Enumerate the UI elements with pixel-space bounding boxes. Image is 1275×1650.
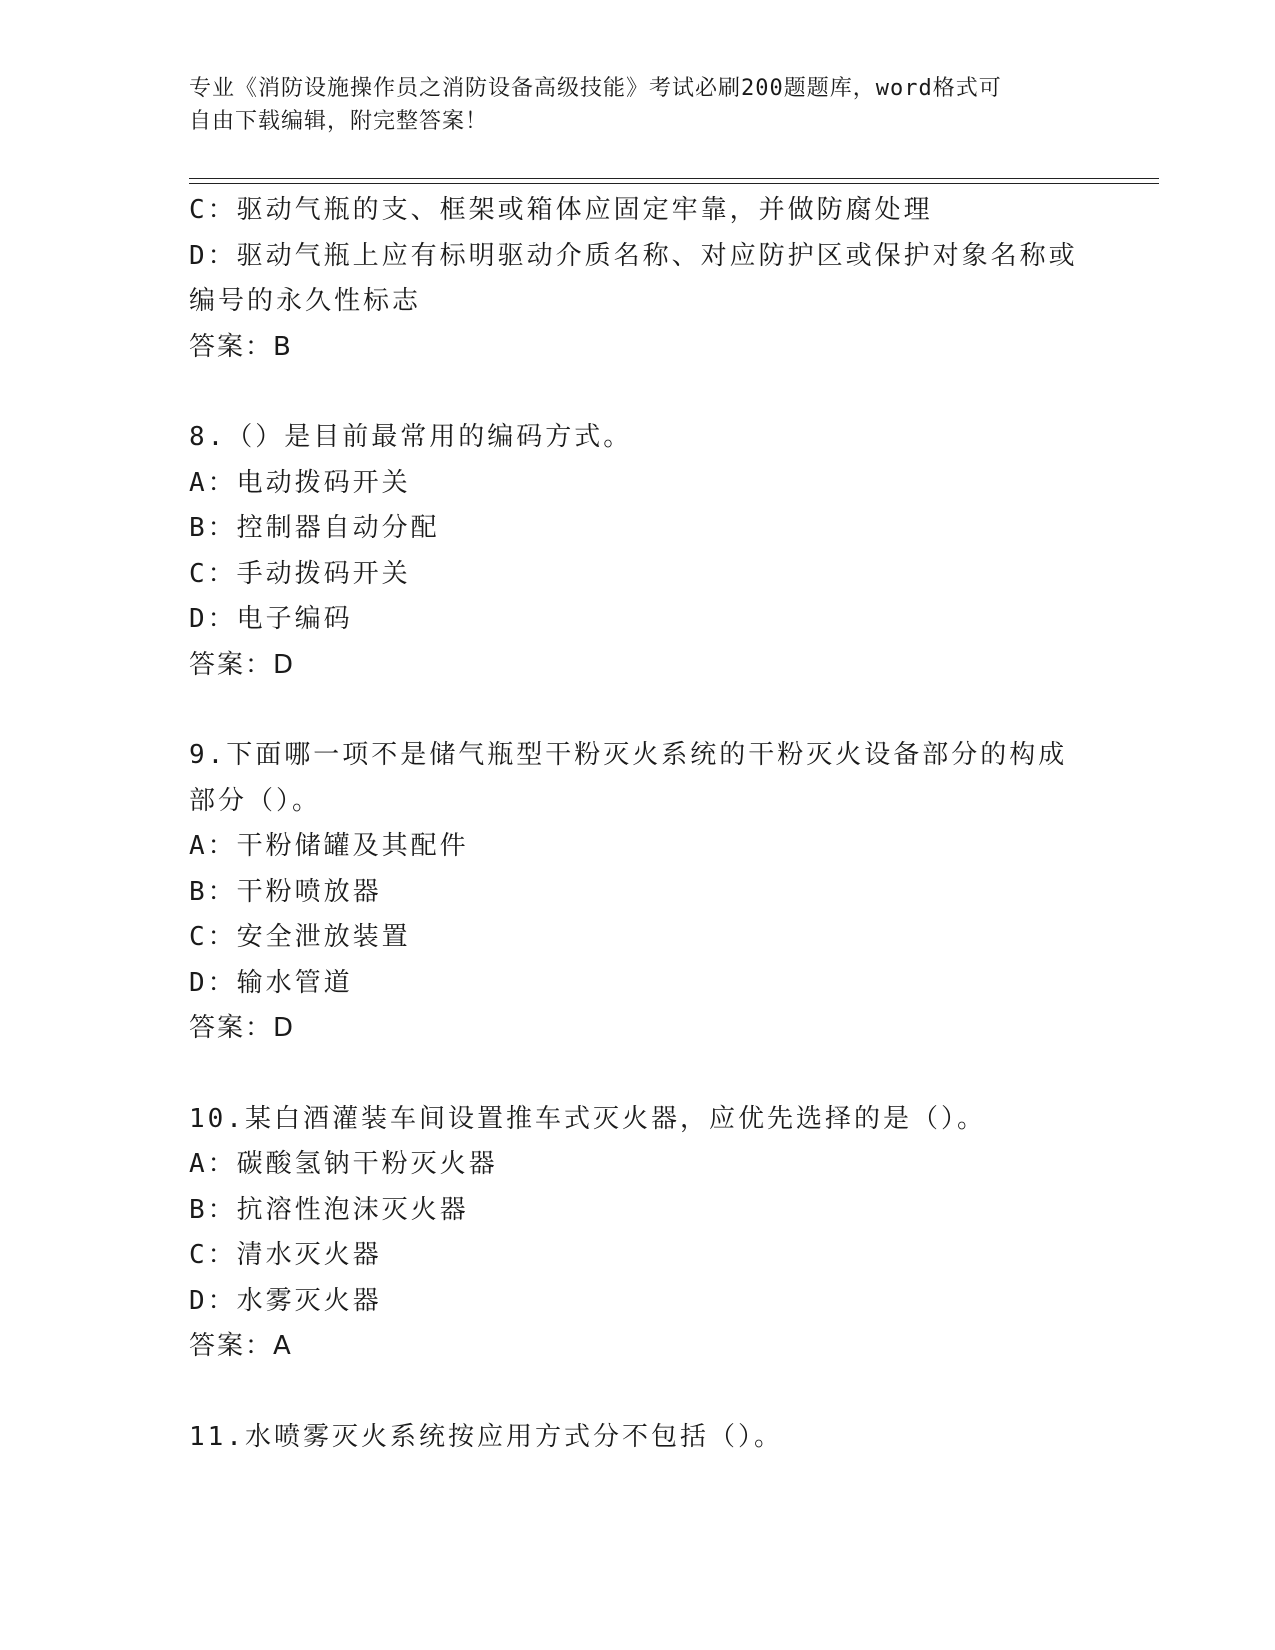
header-title-line-2: 自由下载编辑，附完整答案！ bbox=[189, 109, 489, 134]
question-7-option-d-line-1: D：驱动气瓶上应有标明驱动介质名称、对应防护区或保护对象名称或 bbox=[189, 240, 1078, 271]
question-9-option-a: A：干粉储罐及其配件 bbox=[189, 831, 469, 861]
question-9-option-b: B：干粉喷放器 bbox=[189, 876, 382, 907]
question-9-option-d: D：输水管道 bbox=[189, 967, 353, 998]
question-11-stem: 11.水喷雾灭火系统按应用方式分不包括（）。 bbox=[189, 1421, 783, 1452]
question-7-option-d-line-2: 编号的永久性标志 bbox=[189, 286, 422, 316]
header-title-line-1: 专业《消防设施操作员之消防设备高级技能》考试必刷200题题库，word格式可 bbox=[189, 76, 1002, 101]
question-9-stem-line-2: 部分（）。 bbox=[189, 785, 322, 816]
question-10-stem: 10.某白酒灌装车间设置推车式灭火器，应优先选择的是（）。 bbox=[189, 1103, 986, 1134]
question-8-option-d: D：电子编码 bbox=[189, 604, 353, 634]
question-9-answer: 答案：D bbox=[189, 1013, 296, 1043]
question-9-stem-line-1: 9.下面哪一项不是储气瓶型干粉灭火系统的干粉灭火设备部分的构成 bbox=[189, 740, 1068, 770]
question-8-option-b: B：控制器自动分配 bbox=[189, 513, 440, 543]
question-8-answer: 答案：D bbox=[189, 649, 296, 680]
question-list bbox=[189, 188, 1089, 1460]
question-8-stem: 8.（）是目前最常用的编码方式。 bbox=[189, 422, 633, 452]
question-7-tail bbox=[189, 188, 1089, 370]
header-divider bbox=[189, 178, 1159, 184]
spacer bbox=[189, 1052, 1089, 1097]
document-header bbox=[189, 72, 1089, 138]
question-10-option-a: A：碳酸氢钠干粉灭火器 bbox=[189, 1149, 498, 1179]
question-7-option-c: C：驱动气瓶的支、框架或箱体应固定牢靠，并做防腐处理 bbox=[189, 195, 933, 225]
question-8-option-c: C：手动拨码开关 bbox=[189, 558, 411, 589]
question-11 bbox=[189, 1415, 1089, 1461]
spacer bbox=[189, 688, 1089, 733]
question-10 bbox=[189, 1097, 1089, 1370]
question-7-answer: 答案：B bbox=[189, 331, 293, 362]
question-10-option-d: D：水雾灭火器 bbox=[189, 1285, 382, 1316]
spacer bbox=[189, 370, 1089, 415]
spacer bbox=[189, 1370, 1089, 1415]
question-9-option-c: C：安全泄放装置 bbox=[189, 922, 411, 952]
question-10-option-b: B：抗溶性泡沫灭火器 bbox=[189, 1194, 469, 1225]
question-8 bbox=[189, 415, 1089, 688]
question-10-option-c: C：清水灭火器 bbox=[189, 1240, 382, 1270]
question-9 bbox=[189, 733, 1089, 1052]
question-8-option-a: A：电动拨码开关 bbox=[189, 467, 411, 498]
question-10-answer: 答案：A bbox=[189, 1331, 293, 1361]
